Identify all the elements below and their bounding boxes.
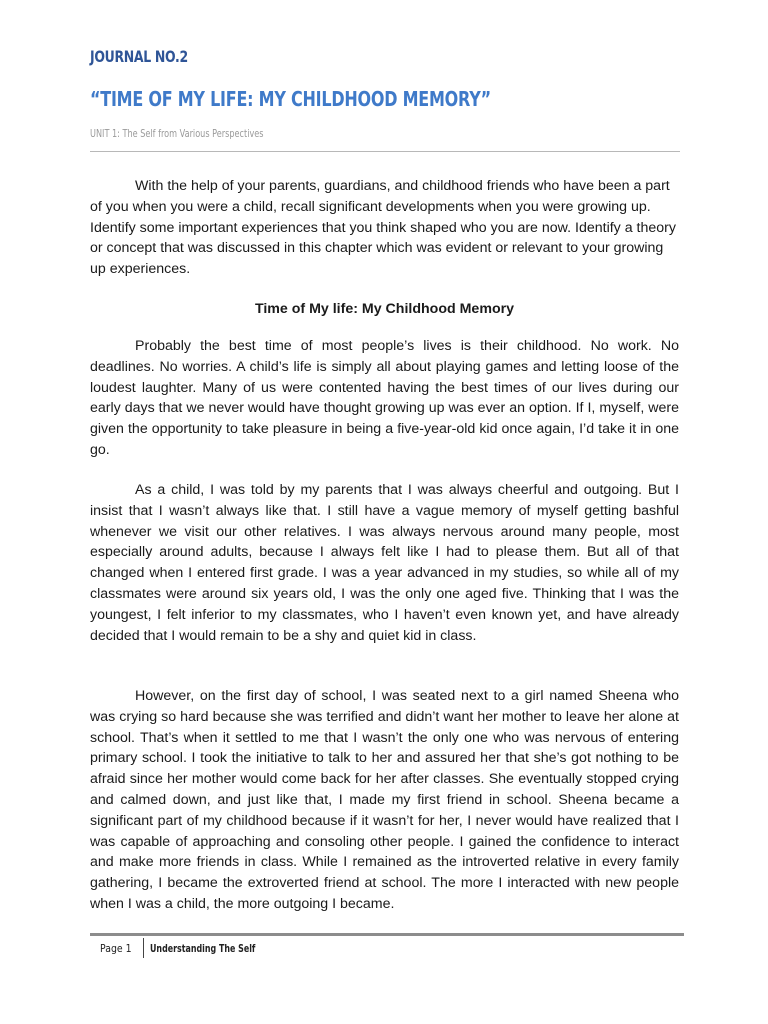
paragraph-text: Probably the best time of most people’s lives is their childhood. No work. No deadlines. No worries. A child’s life is simply all about playing games and letting loose of the loudest laughter. Many of us were contented having the best times of our lives during our early days that we never would have thought growing up was ever an option. If I, myself, were given the opportunity to take pleasure in being a five-year-old kid once again, I’d take it in one go.: [90, 338, 679, 458]
journal-title: “TIME OF MY LIFE: MY CHILDHOOD MEMORY”: [90, 87, 491, 111]
prompt-paragraph: [90, 176, 679, 280]
footer-separator: [143, 938, 144, 958]
essay-title: Time of My life: My Childhood Memory: [254, 301, 515, 317]
essay-paragraph-3: [90, 686, 679, 915]
footer-divider: [90, 933, 684, 936]
essay-paragraph-2: [90, 480, 679, 646]
paragraph-text: However, on the first day of school, I was seated next to a girl named Sheena who was crying so hard because she was terrified and didn’t want her mother to leave her alone at school. That’s when it settled to me that I wasn’t the only one who was nervous of entering primary school. I took the initiative to talk to her and assured her that she’s got nothing to be afraid since her mother would come back for her after classes. She eventually stopped crying and calmed down, and just like that, I made my first friend in school. Sheena became a significant part of my childhood because if it wasn’t for her, I never would have realized that I was capable of approaching and consoling other people. I gained the confidence to interact and make more friends in class. While I remained as the introverted relative in every family gathering, I became the extroverted friend at school. The more I interacted with new people when I was a child, the more outgoing I became.: [90, 688, 679, 912]
header-divider: [90, 151, 680, 152]
prompt-text: With the help of your parents, guardians, and childhood friends who have been a part of you when you were a child, recall significant developments when you were growing up. Identify some important experiences that you think shaped who you are now. Identify a theory or concept that was discussed in this chapter which was evident or relevant to your growing up experiences.: [90, 178, 676, 278]
journal-number-label: JOURNAL NO.2: [90, 47, 188, 66]
page-number: Page 1: [100, 941, 132, 955]
book-title: Understanding The Self: [150, 941, 256, 955]
unit-subtitle: UNIT 1: The Self from Various Perspectives: [90, 127, 264, 140]
paragraph-text: As a child, I was told by my parents that I was always cheerful and outgoing. But I insist that I wasn’t always like that. I still have a vague memory of myself getting bashful whenever we visit our other relatives. I was always nervous around many people, most especially around adults, because I always felt like I had to please them. But all of that changed when I entered first grade. I was a year advanced in my studies, so while all of my classmates were around six years old, I was the only one aged five. Thinking that I was the youngest, I felt inferior to my classmates, who I haven’t even known yet, and have already decided that I would remain to be a shy and quiet kid in class.: [90, 482, 679, 644]
essay-paragraph-1: [90, 336, 679, 461]
page-footer: [100, 937, 296, 959]
